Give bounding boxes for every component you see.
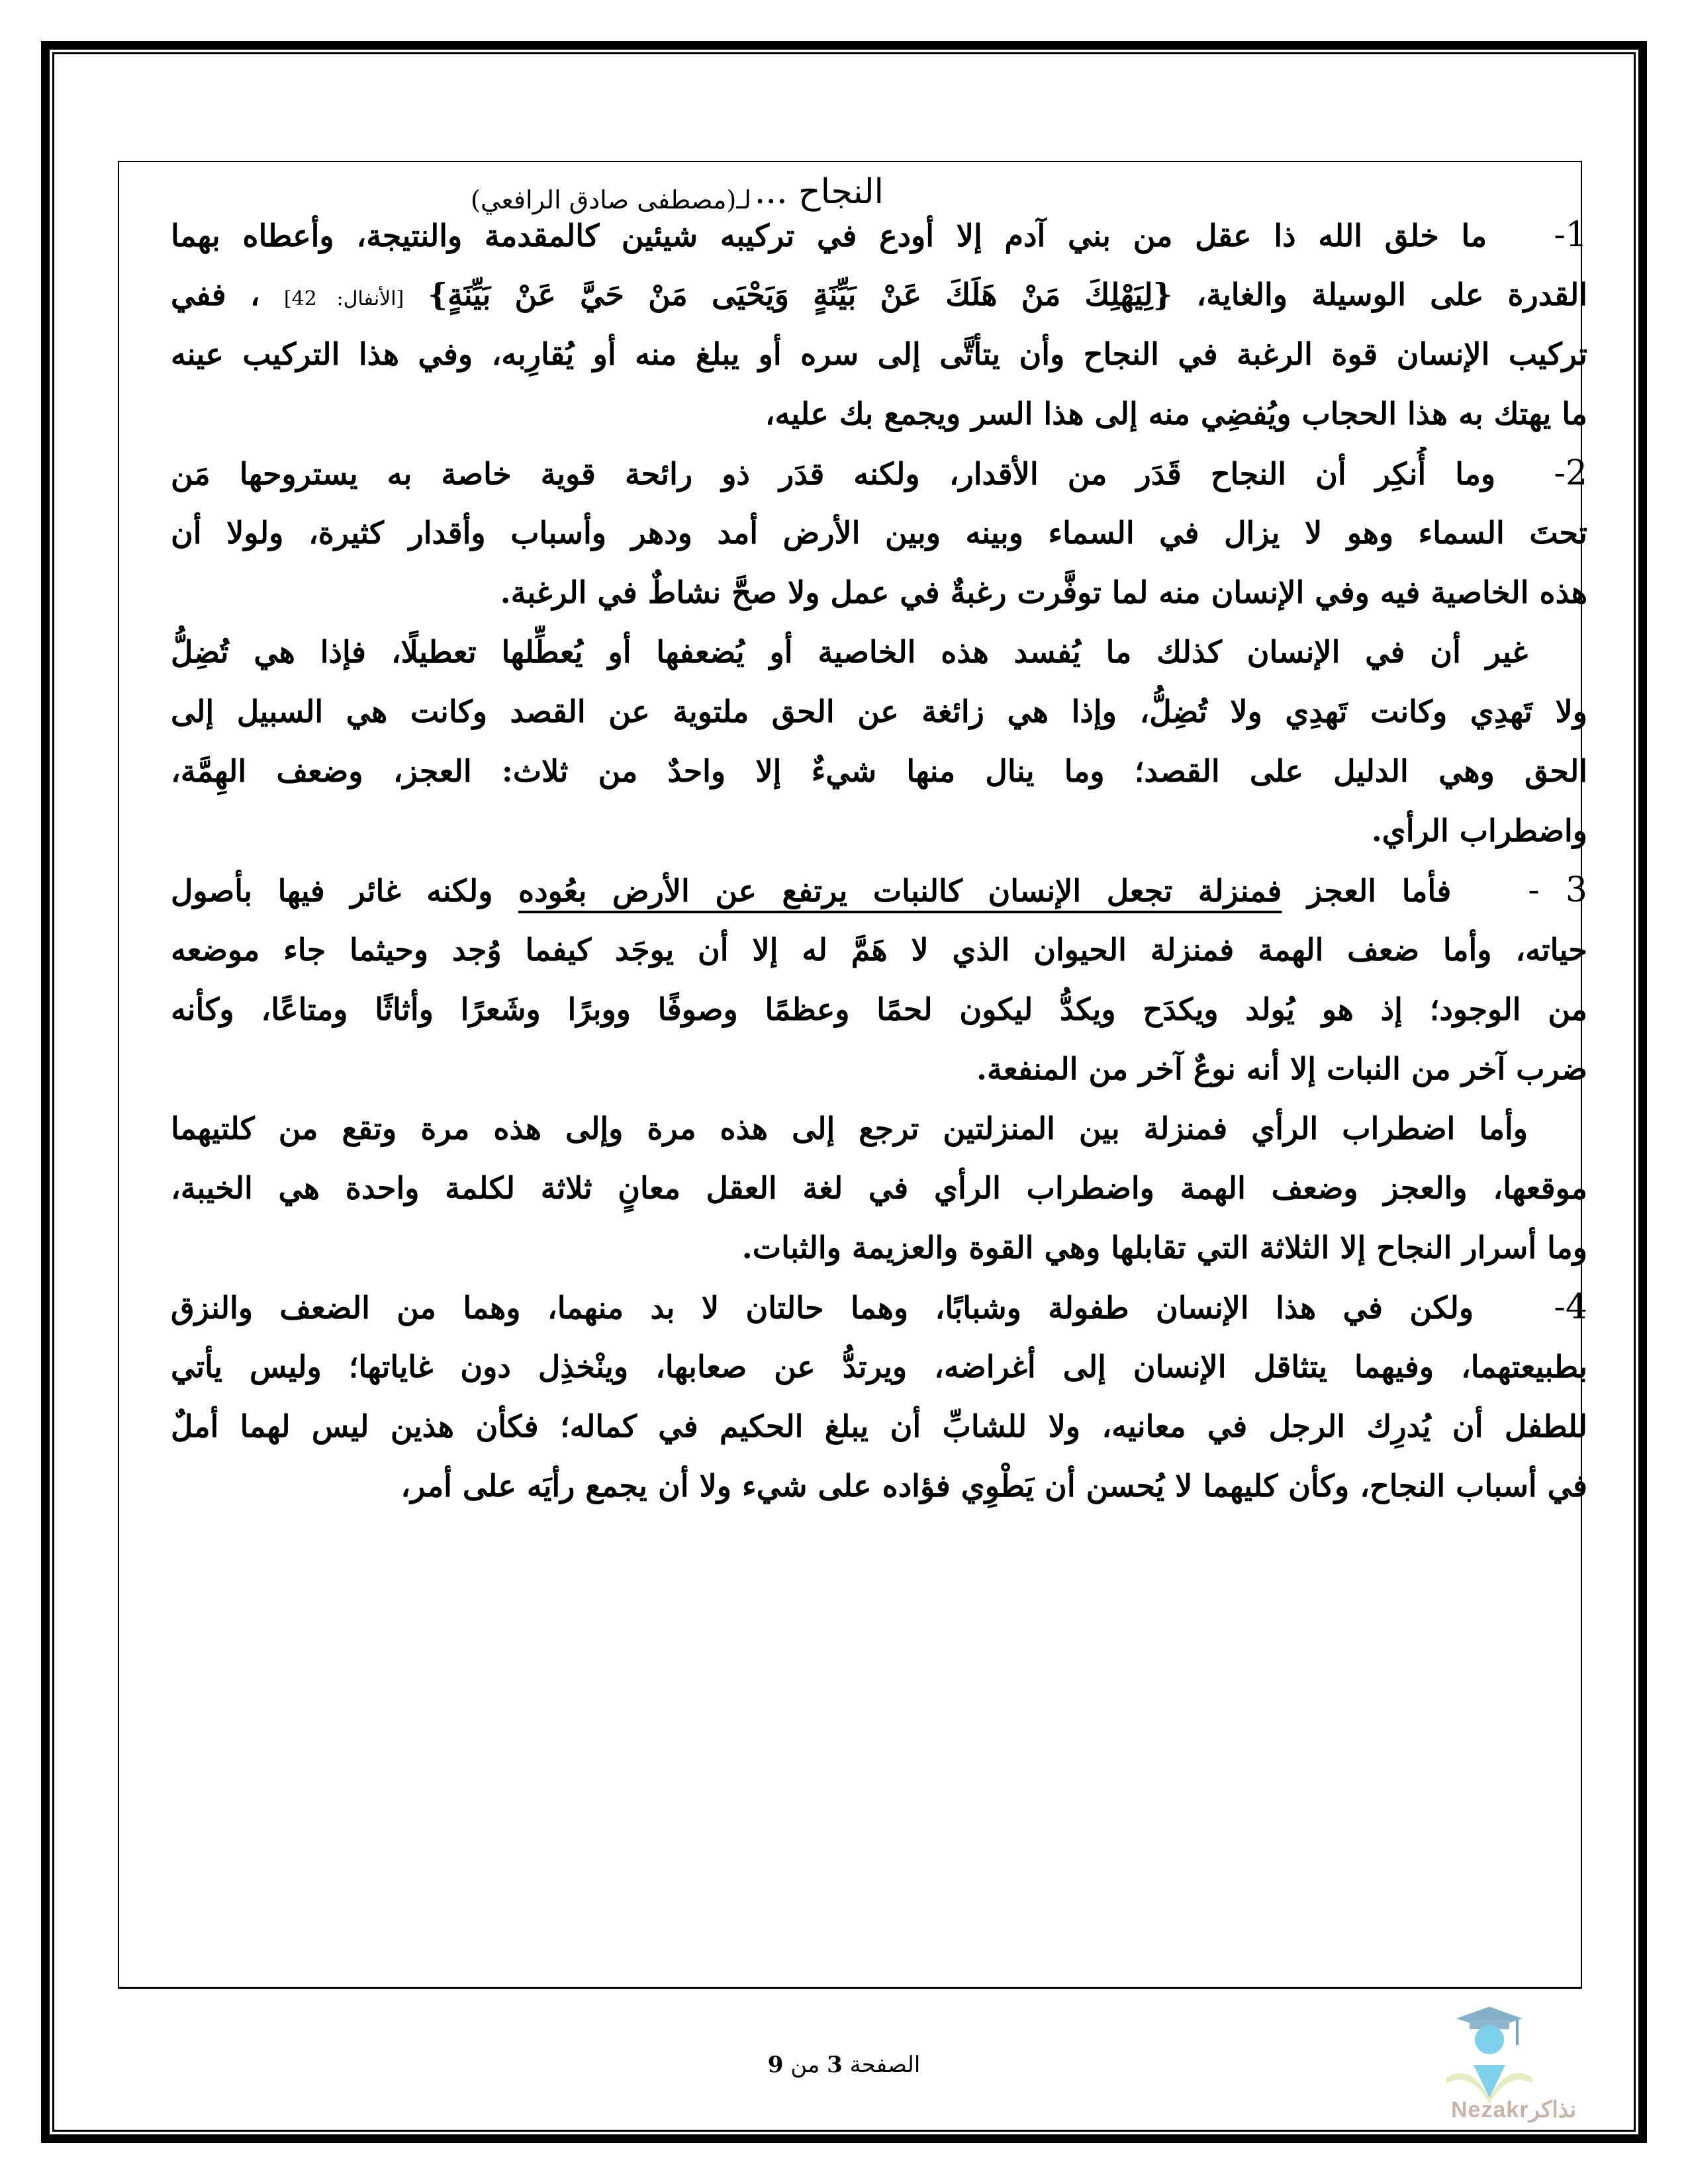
line-text: للطفل أن يُدرِك الرجل في معانيه، ولا للشابِّ أن يبلغ الحكيم في كماله؛ فكأن هذين ليس لهما أملٌ [171,1408,1587,1444]
text-line [171,447,1587,500]
underlined-phrase: فمنزلة تجعل الإنسان كالنبات يرتفع عن الأرض بعُوده [518,873,1282,909]
line-text: القدرة على الوسيلة والغاية، {لِيَهْلِكَ مَنْ هَلَكَ عَنْ بَيِّنَةٍ وَيَحْيَى مَنْ حَيَّ عَنْ بَيِّنَةٍ} [428,277,1587,312]
text-line [171,566,1587,619]
text-line [171,983,1587,1036]
line-text: وأما اضطراب الرأي فمنزلة بين المنزلتين ترجع إلى هذه مرة وإلى هذه مرة وتقع من كلتيهما [171,1111,1528,1146]
text-line [171,685,1587,738]
text-line [171,328,1587,381]
text-line [171,864,1587,917]
text-line [171,1400,1587,1453]
line-text: هذه الخاصية فيه وفي الإنسان منه لما توفَّرت رغبةٌ في عمل ولا صحَّ نشاطٌ في الرغبة. [500,574,1587,610]
line-text: الحق وهي الدليل على القصد؛ وما ينال منها شيءٌ إلا واحدٌ من ثلاث: العجز، وضعف الهِمَّة، [171,753,1587,789]
paragraph-number: 1- [1554,215,1587,255]
text-line [171,387,1587,440]
line-text: واضطراب الرأي. [1371,813,1587,848]
total-pages: 9 [767,2052,784,2078]
paragraph-number: 3 - [1528,870,1587,910]
paragraph-number: 4- [1554,1287,1587,1327]
logo-text-latin: Nezakr [1451,2097,1529,2122]
logo-wordmark [1451,2097,1576,2123]
paragraph-number: 2- [1554,453,1587,493]
document-author: لـ(مصطفى صادق الرافعي) [471,185,751,214]
line-text: بطبيعتهما، وفيهما يتثاقل الإنسان إلى أغراضه، ويرتدُّ عن صعابها، وينْخذِل دون غاياتها؛ وليس يأتي [171,1349,1587,1385]
text-line [171,745,1587,797]
page-label: الصفحة [849,2052,921,2078]
line-text: من الوجود؛ إذ هو يُولد ويكدَح ويكدُّ ليكون لحمًا وعظمًا وصوفًا ووبرًا وشَعرًا وأثاثًا ومتاعًا، وكأنه [171,991,1587,1027]
line-text: فأما العجز فمنزلة تجعل الإنسان كالنبات يرتفع عن الأرض بعُوده ولكنه غائر فيها بأصول [171,873,1452,909]
line-text: تركيب الإنسان قوة الرغبة في النجاح وأن يتأتَّى إلى سره أو يبلغ منه أو يُقارِبه، وفي هذا التركيب عينه [171,336,1587,372]
line-text: ضرب آخر من النبات إلا أنه نوعٌ آخر من المنفعة. [976,1051,1587,1087]
text-line [171,1102,1587,1155]
text-line [171,506,1587,559]
text-line [171,208,1587,261]
text-line [171,1221,1587,1274]
figure-body-icon [1474,2065,1505,2098]
line-text: في أسباب النجاح، وكأن كليهما لا يُحسن أن يَطْوِي فؤاده على شيء ولا أن يجمع رأيَه على أمر، [400,1468,1587,1504]
text-line [171,1340,1587,1393]
text-line [171,1042,1587,1095]
figure-head-icon [1475,2025,1504,2054]
line-text: وما أُنكِر أن النجاح قَدَر من الأقدار، ولكنه قدَر ذو رائحة قوية خاصة به يستروحها مَن [171,456,1496,492]
text-line [171,625,1587,678]
line-text: ولا تَهدِي وكانت تَهدِي ولا تُضِلُّ، وإذا هي زائغة عن الحق ملتوية عن القصد وكانت هي السبيل إلى [171,694,1587,729]
line-text: ما خلق الله ذا عقل من بني آدم إلا أودع في تركيبه شيئين كالمقدمة والنتيجة، وأعطاه بهما [171,218,1487,253]
document-title: النجاح ... [754,172,884,212]
current-page: 3 [827,2052,843,2078]
text-line [171,804,1587,857]
text-line [171,1161,1587,1214]
page-of-label: من [790,2052,820,2078]
logo-text-arabic: نذاكر [1528,2097,1577,2122]
line-text: غير أن في الإنسان كذلك ما يُفسد هذه الخاصية أو يُضعفها أو يُعطِّلها تعطيلًا، فإذا هي تُضِلُّ [171,634,1528,670]
line-text: وما أسرار النجاح إلا الثلاثة التي تقابلها وهي القوة والعزيمة والثبات. [741,1230,1587,1265]
quran-citation: [الأنفال: 42] [283,287,404,310]
line-text: ما يهتك به هذا الحجاب ويُفضِي منه إلى هذا السر ويجمع بك عليه، [765,396,1587,432]
line-text: ، ففي [171,277,260,312]
line-text: موقعها، والعجز وضعف الهمة واضطراب الرأي في لغة العقل معانٍ ثلاثة لكلمة واحدة هي الخيبة، [171,1170,1587,1206]
line-text: حياته، وأما ضعف الهمة فمنزلة الحيوان الذي لا هَمَّ له إلا أن يوجَد كيفما وُجد وحيثما جاء موضعه [171,932,1587,968]
line-text: تحتَ السماء وهو لا يزال في السماء وبينه وبين الأرض أمد ودهر وأسباب وأقدار كثيرة، ولولا أن [171,515,1587,551]
page-number [0,2052,1688,2078]
text-line [171,923,1587,976]
text-line [171,268,1587,321]
text-line [171,1281,1587,1334]
line-text: ولكن في هذا الإنسان طفولة وشبابًا، وهما حالتان لا بد منهما، وهما من الضعف والنزق [171,1290,1474,1326]
text-line [171,1459,1587,1512]
